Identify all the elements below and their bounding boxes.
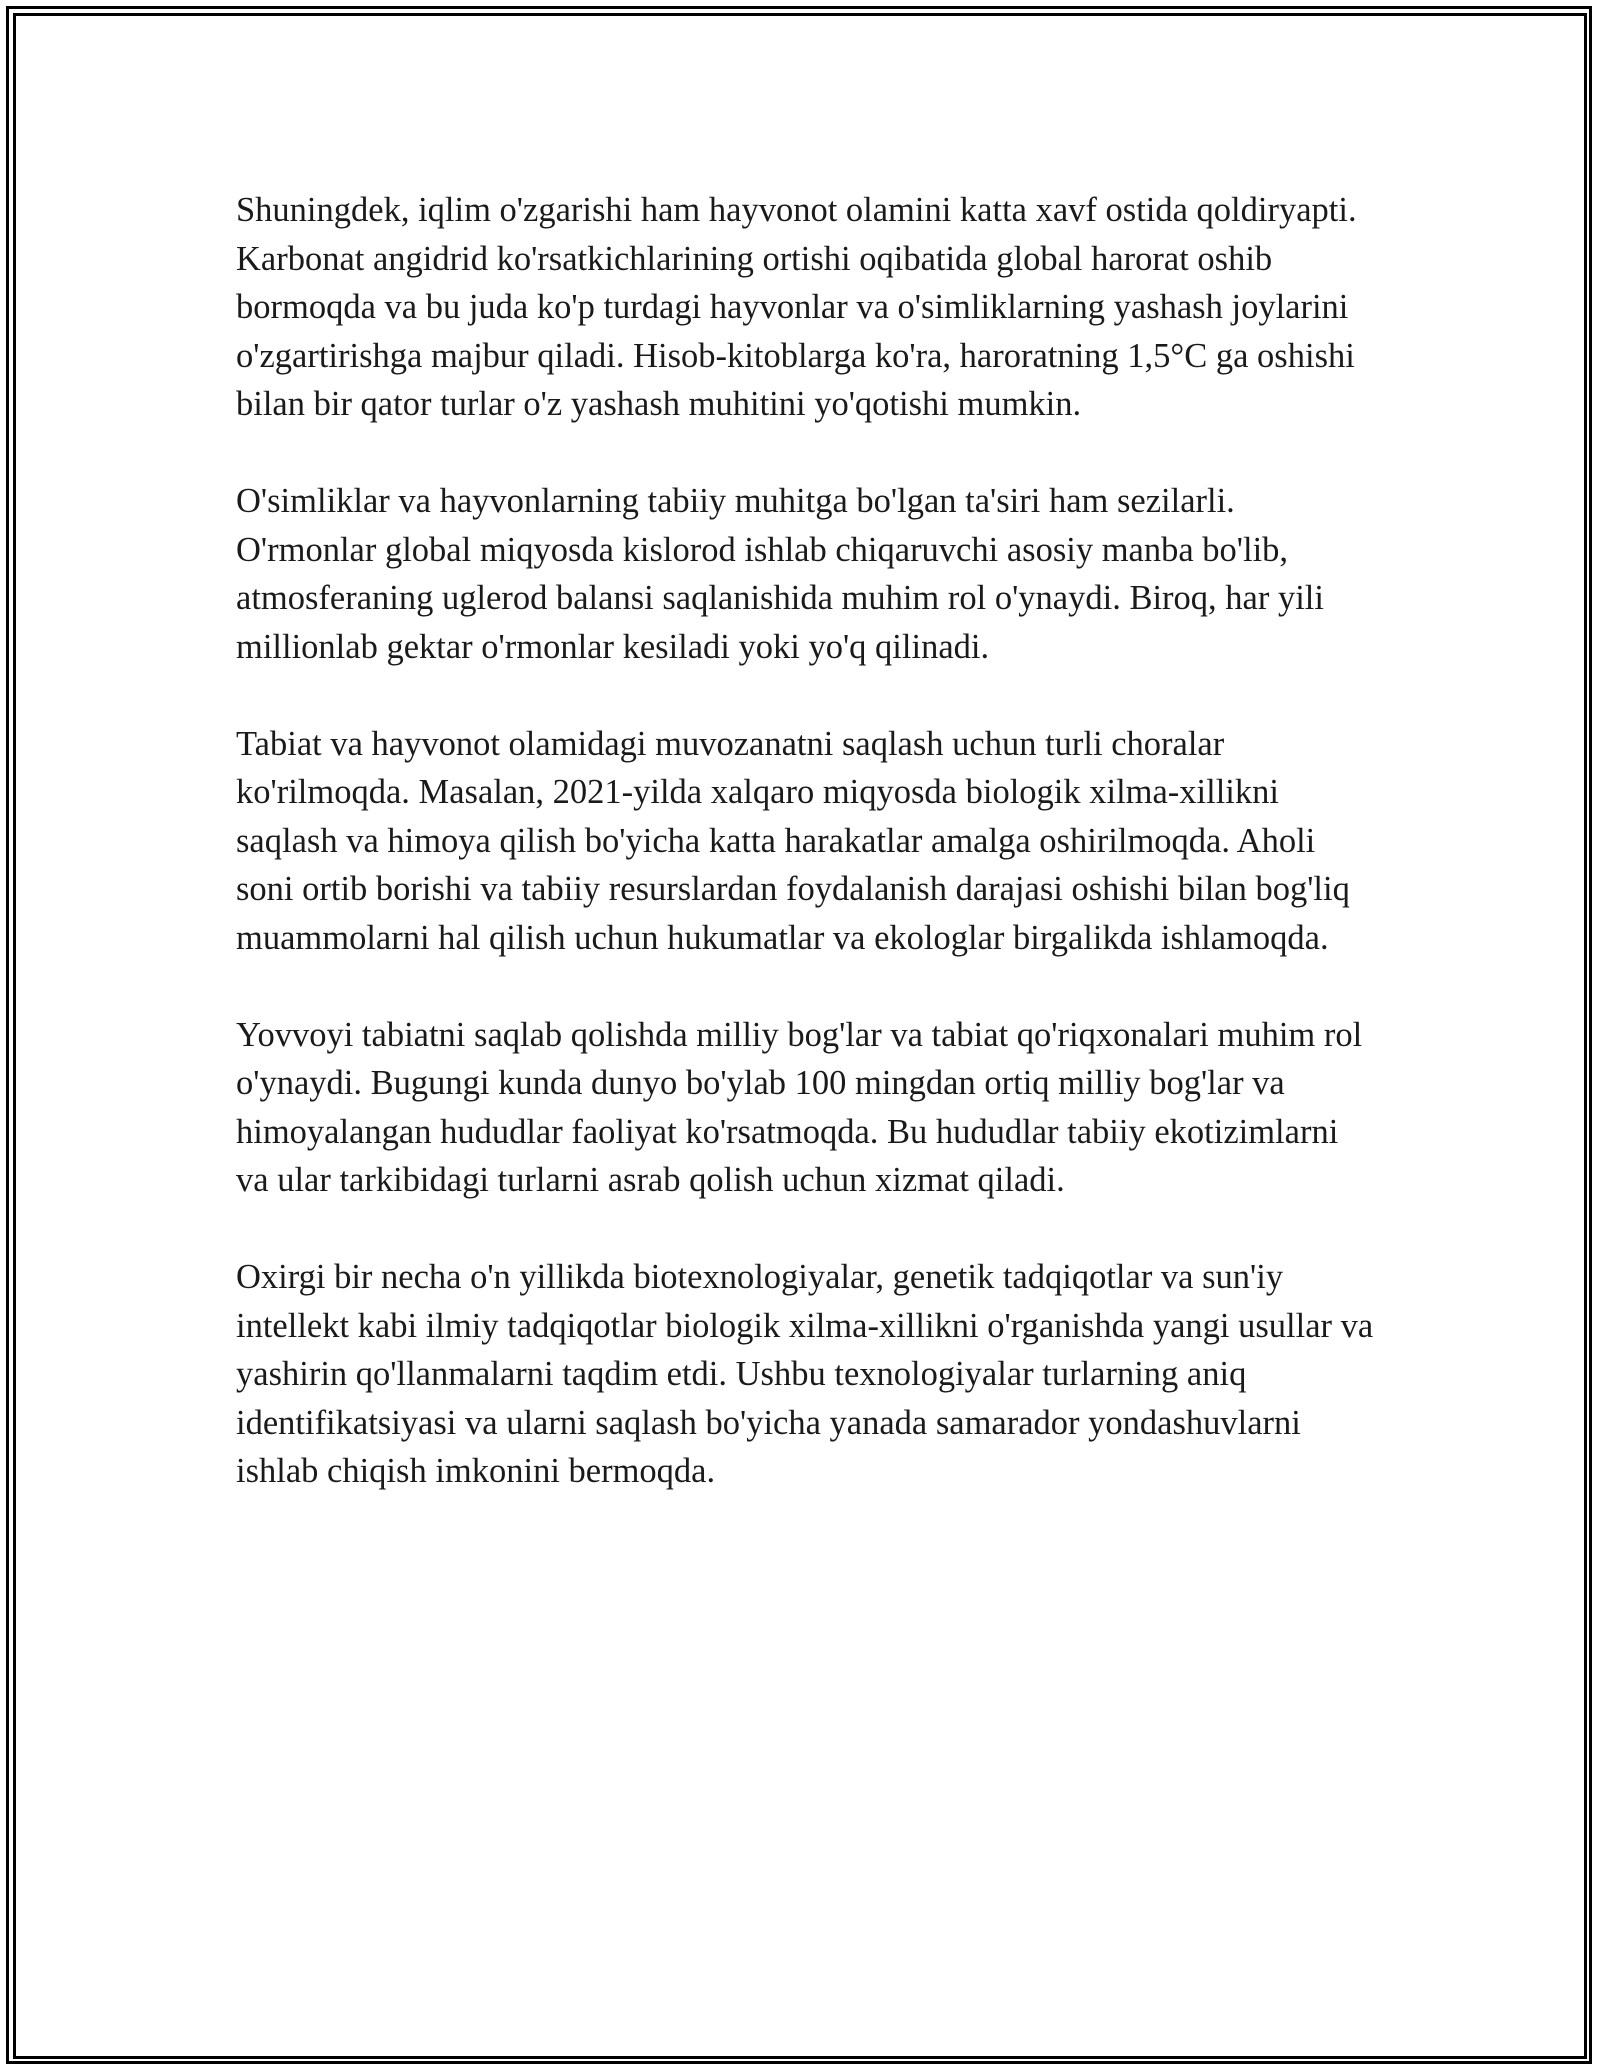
paragraph-forests: O'simliklar va hayvonlarning tabiiy muhitga bo'lgan ta'siri ham sezilarli. O'rmonlar global miqyosda kislorod ishlab chiqaruvchi asosiy manba bo'lib, atmosferaning uglerod balansi saqlanishida muhim rol o'ynaydi. Biroq, har yili millionlab gektar o'rmonlar kesiladi yoki yo'q qilinadi.	[236, 482, 1324, 666]
paragraph-climate-change: Shuningdek, iqlim o'zgarishi ham hayvonot olamini katta xavf ostida qoldiryapti. Karbonat angidrid ko'rsatkichlarining ortishi oqibatida global harorat oshib bormoqda va bu juda ko'p turdagi hayvonlar va o'simliklarning yashash joylarini o'zgartirishga majbur qiladi. Hisob-kitoblarga ko'ra, haroratning 1,5°C ga oshishi bilan bir qator turlar o'z yashash muhitini yo'qotishi mumkin.	[236, 191, 1357, 423]
paragraph-national-parks: Yovvoyi tabiatni saqlab qolishda milliy bog'lar va tabiat qo'riqxonalari muhim rol o'ynaydi. Bugungi kunda dunyo bo'ylab 100 mingdan ortiq milliy bog'lar va himoyalangan hududlar faoliyat ko'rsatmoqda. Bu hududlar tabiiy ekotizimlarni va ular tarkibidagi turlarni asrab qolish uchun xizmat qiladi.	[236, 1015, 1363, 1199]
document-body	[236, 186, 1376, 1544]
paragraph-biotechnology: Oxirgi bir necha o'n yillikda biotexnologiyalar, genetik tadqiqotlar va sun'iy intellekt kabi ilmiy tadqiqotlar biologik xilma-xillikni o'rganishda yangi usullar va yashirin qo'llanmalarni taqdim etdi. Ushbu texnologiyalar turlarning aniq identifikatsiyasi va ularni saqlash bo'yicha yanada samarador yondashuvlarni ishlab chiqish imkonini bermoqda.	[236, 1258, 1374, 1490]
paragraph-balance-measures: Tabiat va hayvonot olamidagi muvozanatni saqlash uchun turli choralar ko'rilmoqda. Masalan, 2021-yilda xalqaro miqyosda biologik xilma-xillikni saqlash va himoya qilish bo'yicha katta harakatlar amalga oshirilmoqda. Aholi soni ortib borishi va tabiiy resurslardan foydalanish darajasi oshishi bilan bog'liq muammolarni hal qilish uchun hukumatlar va ekologlar birgalikda ishlamoqda.	[236, 724, 1350, 957]
